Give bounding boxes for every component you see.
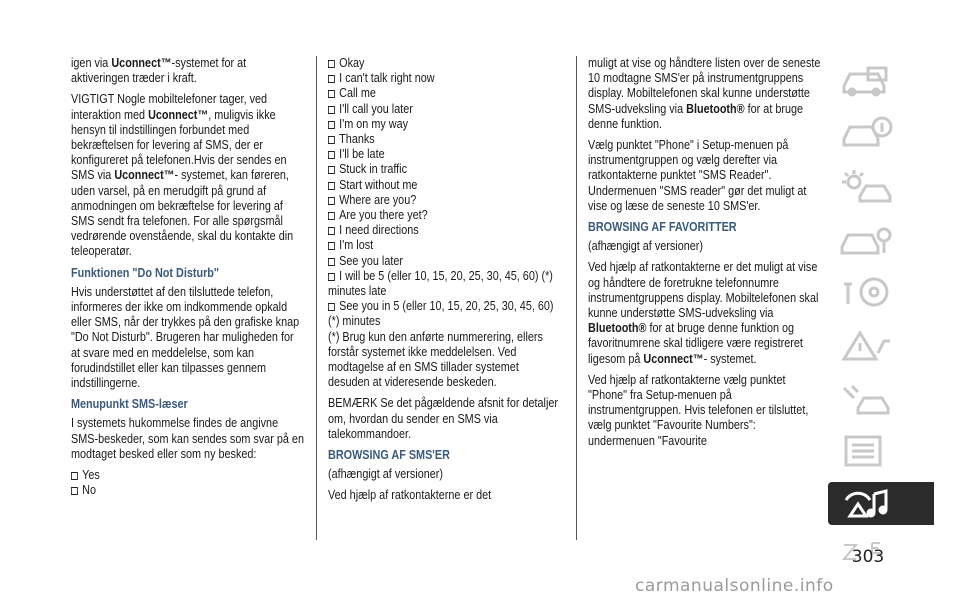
car-key-icon — [838, 221, 894, 257]
warning-triangle-icon — [838, 274, 894, 310]
car-specs-icon — [838, 380, 894, 416]
bullet-icon — [328, 90, 335, 98]
list-item: I'm on my way — [328, 117, 562, 132]
page-number: 303 — [851, 547, 885, 567]
list-item: Where are you? — [328, 193, 562, 208]
list-item: Thanks — [328, 132, 562, 147]
list-item: I will be 5 (eller 10, 15, 20, 25, 30, 45, 60) (*) minutes late — [328, 268, 553, 299]
car-dashboard-icon — [838, 62, 894, 98]
list-item: See you in 5 (eller 10, 15, 20, 25, 30, 45, 60) (*) minutes — [328, 299, 554, 329]
list-item: Start without me — [328, 178, 562, 193]
text-column-2 — [328, 56, 562, 510]
chapter-tabs-sidebar — [828, 58, 934, 588]
section-heading: BROWSING AF SMS'ER — [328, 448, 450, 463]
bullet-icon — [328, 303, 335, 311]
paragraph: VIGTIGT Nogle mobiltelefoner tager, ved interaktion med Uconnect™, muligvis ikke hensyn til indstillingen forbundet med bekræftelsen for levering af SMS, der er konfigureret på telefonen.Hvis der sendes en SMS via Uconnect™- systemet, kan føreren, uden varsel, på en merudgift på grund af anmodningen om bekræftelse for levering af SMS sendt fra telefonen. For alle spørgsmål vedrørende ovenstående, skal du kontakte din teleoperatør. — [71, 92, 294, 259]
list-item: Okay — [328, 56, 562, 71]
brand-name: Bluetooth® — [588, 321, 647, 336]
tab-technical-data[interactable] — [828, 429, 934, 472]
bullet-icon — [328, 258, 335, 266]
bullet-icon — [328, 273, 335, 281]
bullet-icon — [328, 182, 335, 190]
paragraph: I systemets hukommelse findes de angivne SMS-beskeder, som kan sendes som svar på en modtaget besked eller som ny besked: — [71, 416, 304, 461]
paragraph: Ved hjælp af ratkontakterne vælg punktet "Phone" fra Setup-menuen på instrumentgruppen. Hvis telefonen er tilsluttet, vælg punktet "Favourite Numbers": undermenuen "Favourite — [588, 372, 809, 448]
section-heading: Menupunkt SMS-læser — [71, 397, 188, 412]
bullet-icon — [328, 227, 335, 235]
bullet-icon — [328, 242, 335, 250]
list-item: I can't talk right now — [328, 71, 562, 86]
paragraph: (afhængigt af versioner) — [588, 239, 703, 254]
tab-starting[interactable] — [828, 164, 934, 207]
bullet-icon — [328, 197, 335, 205]
tab-info[interactable] — [828, 111, 934, 154]
paragraph: (afhængigt af versioner) — [328, 467, 443, 482]
brand-name: Uconnect™ — [111, 56, 172, 70]
brand-name: Uconnect™ — [643, 351, 704, 366]
list-item: See you later — [328, 254, 562, 269]
list-item: Call me — [328, 86, 562, 101]
bullet-icon — [328, 136, 335, 144]
column-divider — [576, 56, 577, 540]
text-column-3 — [588, 56, 822, 455]
sms-message-list — [328, 56, 562, 330]
bullet-icon — [328, 166, 335, 174]
tab-emergency[interactable] — [828, 323, 934, 366]
section-heading: Funktionen "Do Not Disturb" — [71, 265, 220, 280]
paragraph: Ved hjælp af ratkontakterne er det — [328, 488, 492, 503]
tab-safety[interactable] — [828, 217, 934, 260]
list-item: Stuck in traffic — [328, 162, 562, 177]
paragraph: BEMÆRK Se det pågældende afsnit for detaljer om, hvordan du sender en SMS via talekommandoer. — [328, 396, 558, 441]
brand-name: Bluetooth® — [686, 101, 745, 116]
paragraph: Ved hjælp af ratkontakterne er det muligt at vise og håndtere de foretrukne telefonnumre instrumentgruppens display. Mobiltelefonen skal kunne understøtte SMS-udveksling via Bluetooth® for at bruge denne funktion og favoritnumrene skal tidligere være registreret ligesom på Uconnect™- systemet. — [588, 260, 819, 366]
bullet-icon — [71, 472, 78, 480]
section-heading: BROWSING AF FAVORITTER — [588, 220, 737, 235]
index-icon — [838, 433, 894, 469]
sun-car-icon — [838, 168, 894, 204]
bullet-icon — [328, 75, 335, 83]
bullet-icon — [71, 487, 78, 495]
list-item: Are you there yet? — [328, 208, 562, 223]
multimedia-icon — [838, 486, 894, 522]
brand-name: Uconnect™ — [114, 168, 175, 183]
tab-maintenance[interactable] — [828, 376, 934, 419]
tab-dashboard[interactable] — [828, 58, 934, 101]
car-info-icon — [838, 115, 894, 151]
list-item: No — [71, 483, 305, 498]
tab-driving[interactable] — [828, 270, 934, 313]
list-item: I need directions — [328, 223, 562, 238]
bullet-icon — [328, 151, 335, 159]
paragraph: Vælg punktet "Phone" i Setup-menuen på instrumentgruppen og vælg derefter via ratkontakterne punktet "SMS Reader". Undermenuen "SMS reader" gør det muligt at vise og læse de seneste 10 SMS'er. — [588, 138, 807, 213]
bullet-icon — [328, 60, 335, 68]
list-item: I'll call you later — [328, 102, 562, 117]
bullet-icon — [328, 212, 335, 220]
wrench-car-icon — [838, 327, 894, 363]
paragraph: (*) Brug kun den anførte nummerering, ellers forstår systemet ikke meddelelsen. Ved modtagelse af en SMS tillader systemet desuden at videresende beskeden. — [328, 329, 543, 390]
text-column-1 — [71, 56, 305, 498]
paragraph: muligt at vise og håndtere listen over de seneste 10 modtagne SMS'er på instrumentgruppens display. Mobiltelefonen skal kunne understøtte SMS-udveksling via Bluetooth® for at bruge denne funktion. — [588, 56, 821, 131]
brand-name: Uconnect™ — [148, 107, 209, 122]
bullet-icon — [328, 121, 335, 129]
tab-multimedia[interactable] — [828, 482, 934, 525]
list-item: Yes — [71, 468, 305, 483]
paragraph: Hvis understøttet af den tilsluttede telefon, informeres der ikke om indkommende opkald eller SMS, når der trykkes på den grafiske knap "Do Not Disturb". Brugeren har muligheden for at svare med en meddelelse, som kan forudindstillet eller kan tilpasses gennem indstillingerne. — [71, 284, 300, 391]
column-divider — [316, 56, 317, 540]
list-item: I'm lost — [328, 238, 562, 253]
list-item: I'll be late — [328, 147, 562, 162]
bullet-icon — [328, 106, 335, 114]
watermark: carmanualsonline.info — [635, 576, 834, 596]
paragraph: igen via Uconnect™-systemet for at aktiveringen træder i kraft. — [71, 56, 247, 86]
